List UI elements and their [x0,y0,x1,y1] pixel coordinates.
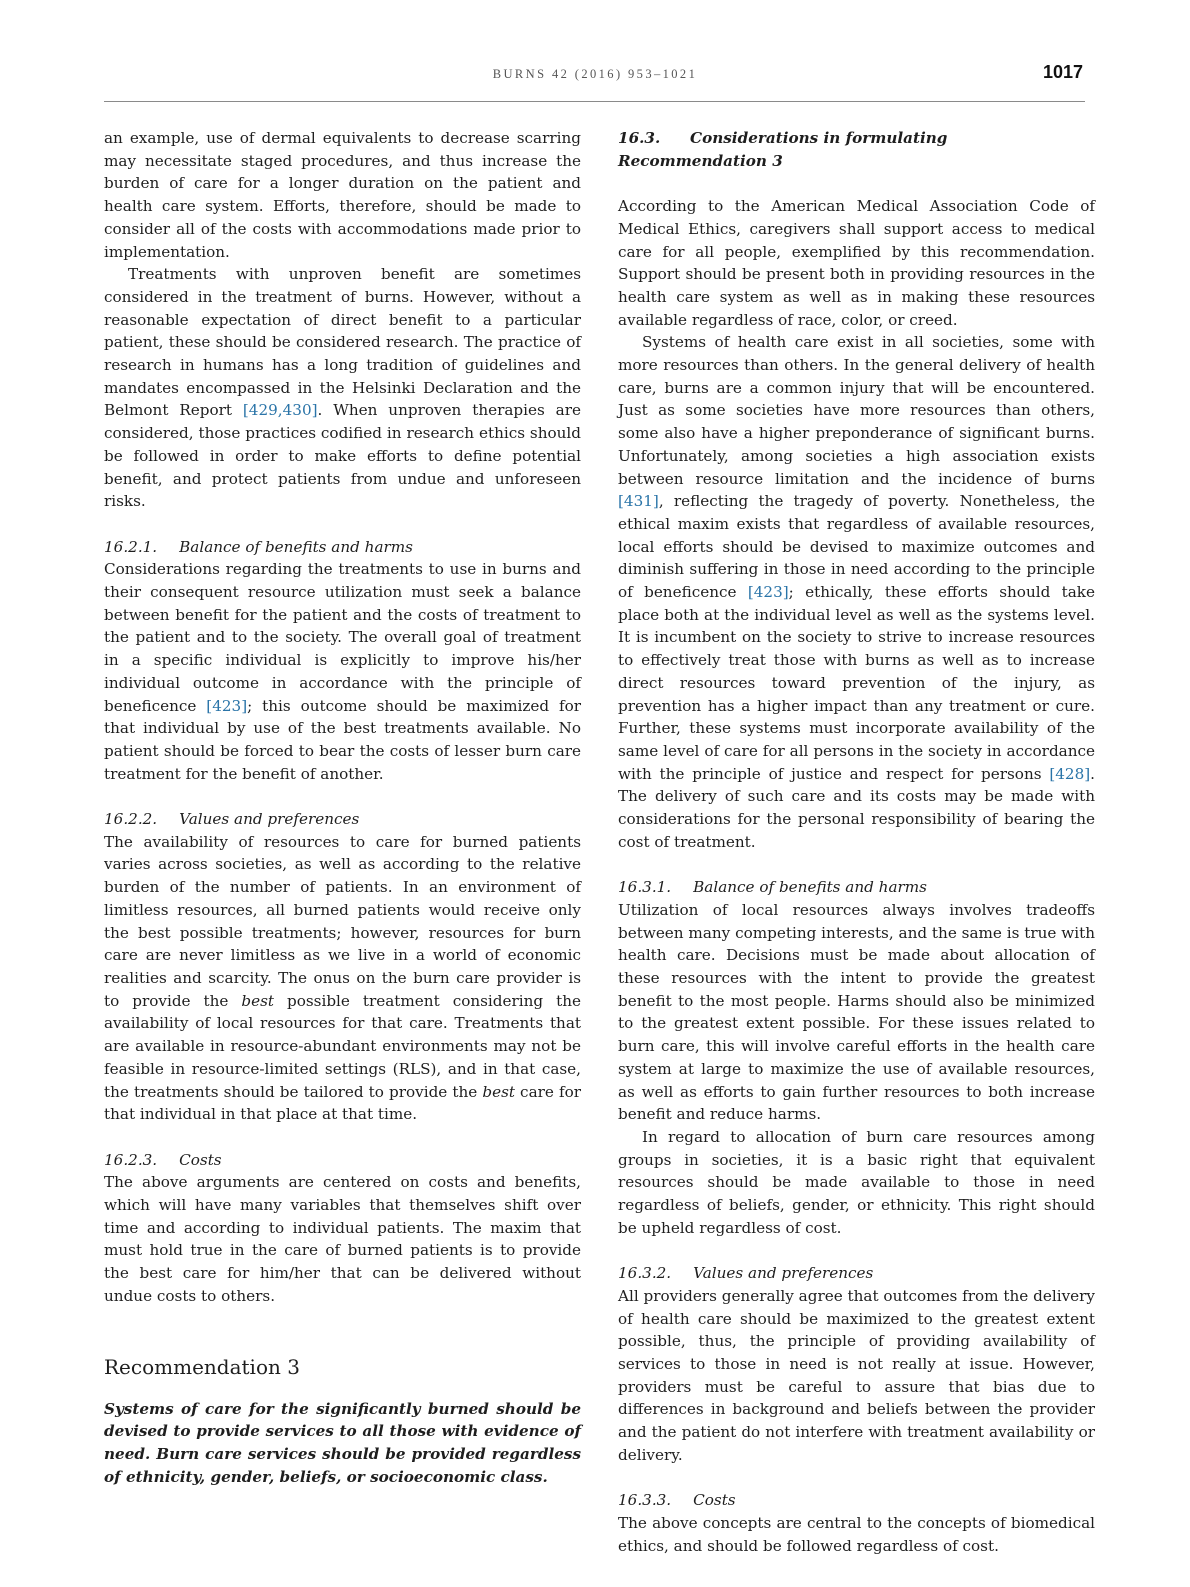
citation-link[interactable]: [423] [206,696,248,715]
running-header [0,62,1190,86]
paragraph: Utilization of local resources always involves tradeoffs between many competing interests, and the same is true with health care. Decisions must be made about allocation of these resources with the intent to provide the greatest benefit to the most people. Harms should also be minimized to the greatest extent possible. For these issues related to burn care, this will involve careful efforts in the health care system at large to maximize the use of available resources, as well as efforts to gain further resources to both increase benefit and reduce harms. [618,900,1095,1124]
citation-link[interactable]: [428] [1049,764,1091,783]
paragraph: In regard to allocation of burn care resources among groups in societies, it is a basic right that equivalent resources should be made available to those in need regardless of beliefs, gender, or ethnicity. This right should be upheld regardless of cost. [618,1127,1095,1237]
right-column [618,127,1095,1557]
paragraph: The availability of resources to care for burned patients varies across societies, as well as according to the relative burden of the number of patients. In an environment of limitless resources, all burned patients would receive only the best possible treatments; however, resources for burn care are never limitless as we live in a world of economic realities and scarcity. The onus on the burn care provider is to provide the best possible treatment considering the availability of local resources for that care. Treatments that are available in resource-abundant environments may not be feasible in resource-limited settings (RLS), and in that case, the treatments should be tailored to provide the best care for that individual in that place at that time. [104,832,581,1124]
section-heading-16-2-1: 16.2.1. Balance of benefits and harms [104,537,413,556]
paragraph: Considerations regarding the treatments to use in burns and their consequent resource utilization must seek a balance between benefit for the patient and the costs of treatment to the patient and to the society. The overall goal of treatment in a specific individual is explicitly to improve his/her individual outcome in accordance with the principle of beneficence [423]; this outcome should be maximized for that individual by use of the best treatments available. No patient should be forced to bear the costs of lesser burn care treatment for the benefit of another. [104,560,581,783]
page-number: 1017 [1042,62,1083,82]
paragraph: All providers generally agree that outcomes from the delivery of health care should be maximized to the greatest extent possible, thus, the principle of providing availability of services to those in need is not really at issue. However, providers must be careful to assure that bias due to differences in background and beliefs between the provider and the patient do not interfere with treatment availability or delivery. [618,1286,1095,1464]
recommendation-text: Systems of care for the significantly burned should be devised to provide services to all those with evidence of need. Burn care services should be provided regardless of ethnicity, gender, beliefs, or socioeconomic class. [104,1399,581,1486]
paragraph: According to the American Medical Association Code of Medical Ethics, caregivers shall support access to medical care for all people, exemplified by this recommendation. Support should be present both in providing resources in the health care system as well as in making these resources available regardless of race, color, or creed. [618,197,1095,329]
section-heading-16-2-3: 16.2.3. Costs [104,1150,222,1169]
section-heading-16-3-3: 16.3.3. Costs [618,1491,736,1510]
header-rule [104,101,1085,102]
left-column [104,127,581,1488]
section-heading-16-2-2: 16.2.2. Values and preferences [104,810,360,829]
citation-link[interactable]: [431] [618,492,659,511]
paragraph: The above arguments are centered on costs and benefits, which will have many variables that themselves shift over time and according to individual patients. The maxim that must hold true in the care of burned patients is to provide the best care for him/her that can be delivered without undue costs to others. [104,1173,581,1305]
section-heading-16-3: 16.3. Considerations in formulating Recommendation 3 [618,129,948,170]
paragraph: Treatments with unproven benefit are sometimes considered in the treatment of burns. However, without a reasonable expectation of direct benefit to a particular patient, these should be considered research. The practice of research in humans has a long tradition of guidelines and mandates encompassed in the Helsinki Declaration and the Belmont Report [429,430]. When unproven therapies are considered, those practices codified in research ethics should be followed in order to make efforts to define potential benefit, and protect patients from undue and unforeseen risks. [104,265,581,511]
citation-link[interactable]: [423] [747,583,789,602]
citation-link[interactable]: [429,430] [242,401,318,420]
journal-citation: BURNS 42 (2016) 953–1021 [492,67,698,81]
paragraph: an example, use of dermal equivalents to decrease scarring may necessitate staged procedures, and thus increase the burden of care for a longer duration on the patient and health care system. Efforts, therefore, should be made to consider all of the costs with accommodations made prior to implementation. [104,129,581,261]
paragraph: Systems of health care exist in all societies, some with more resources than others. In the general delivery of health care, burns are a common injury that will be encountered. Just as some societies have more resources than others, some also have a higher preponderance of significant burns. Unfortunately, among societies a high association exists between resource limitation and the incidence of burns [431], reflecting the tragedy of poverty. Nonetheless, the ethical maxim exists that regardless of available resources, local efforts should be devised to maximize outcomes and diminish suffering in those in need according to the principle of beneficence [423]; ethically, these efforts should take place both at the individual level as well as the systems level. It is incumbent on the society to strive to increase resources to effectively treat those with burns as well as to increase direct resources toward prevention of the injury, as prevention has a higher impact than any treatment or cure. Further, these systems must incorporate availability of the same level of care for all persons in the society in accordance with the principle of justice and respect for persons [428]. The delivery of such care and its costs may be made with considerations for the personal responsibility of bearing the cost of treatment. [618,333,1095,851]
recommendation-heading: Recommendation 3 [104,1354,300,1379]
section-heading-16-3-2: 16.3.2. Values and preferences [618,1264,874,1283]
section-heading-16-3-1: 16.3.1. Balance of benefits and harms [618,878,927,897]
paragraph: The above concepts are central to the concepts of biomedical ethics, and should be followed regardless of cost. [618,1513,1095,1555]
